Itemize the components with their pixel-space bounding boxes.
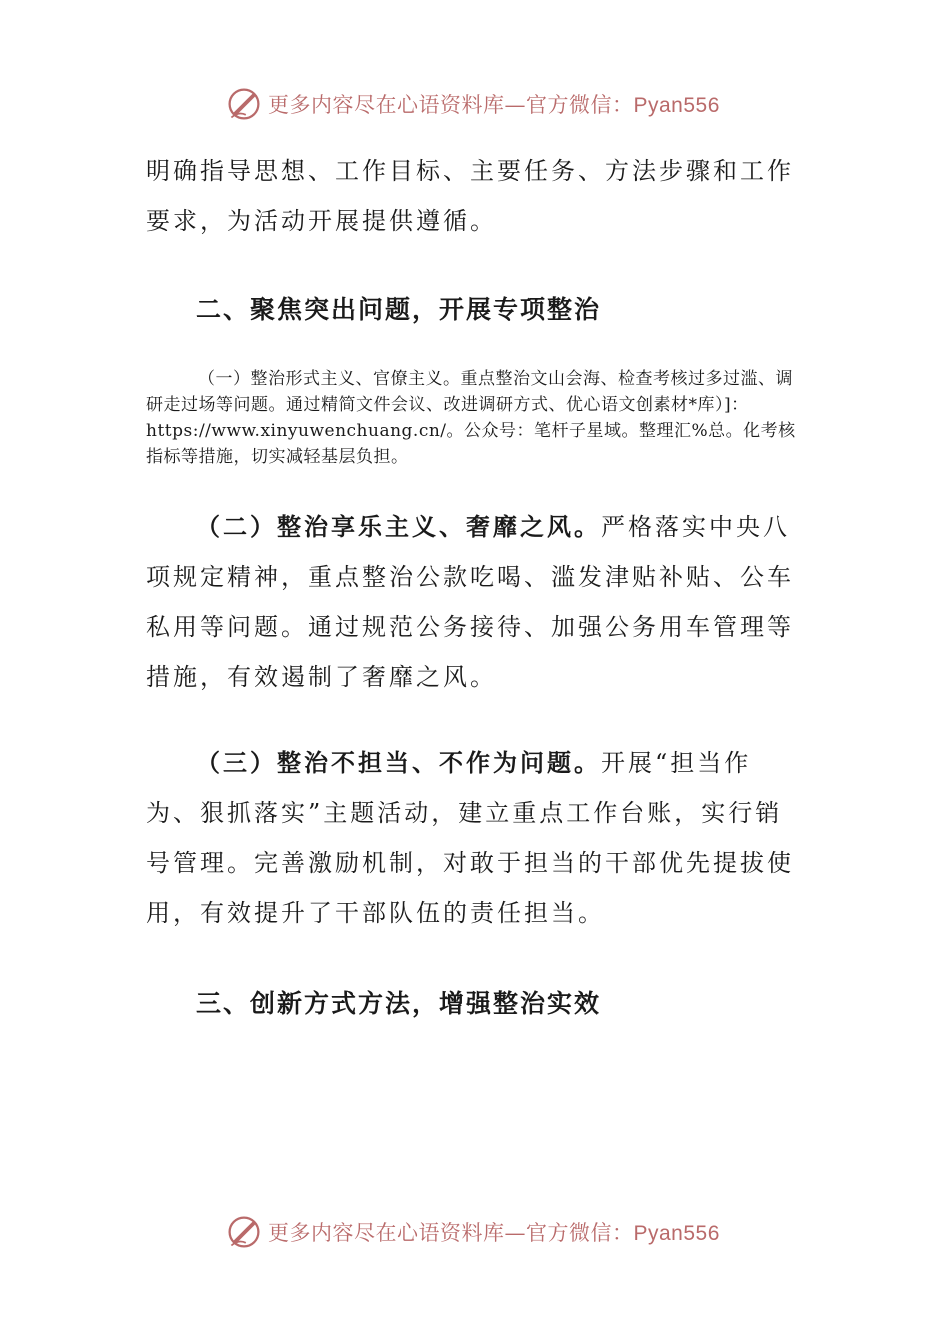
watermark-cn: 更多内容尽在心语资料库—官方微信： xyxy=(268,1221,634,1245)
pen-logo-icon xyxy=(226,1214,262,1250)
watermark-wechat-id: Pyan556 xyxy=(633,94,720,117)
paragraph-item-three xyxy=(146,738,796,938)
section-heading-three: 三、创新方式方法，增强整治实效 xyxy=(196,989,602,1018)
paragraph-intro: 明确指导思想、工作目标、主要任务、方法步骤和工作要求，为活动开展提供遵循。 xyxy=(146,157,794,235)
item-two-body: 严格落实中央八项规定精神，重点整治公款吃喝、滥发津贴补贴、公车私用等问题。通过规范公务接待、加强公务用车管理等措施，有效遏制了奢靡之风。 xyxy=(146,513,794,691)
watermark-text xyxy=(268,1217,720,1247)
watermark-text xyxy=(268,89,720,119)
item-three-body: 开展“担当作为、狠抓落实”主题活动，建立重点工作台账，实行销号管理。完善激励机制，对敢于担当的干部优先提拔使用，有效提升了干部队伍的责任担当。 xyxy=(146,749,794,927)
paragraph-item-one: （一）整治形式主义、官僚主义。重点整治文山会海、检查考核过多过滥、调研走过场等问题。通过精简文件会议、改进调研方式、优心语文创素材*库）]：https://www.xinyuwenchuang.cn/。公众号：笔杆子星域。整理汇%总。化考核指标等措施，切实减轻基层负担。 xyxy=(146,369,796,467)
watermark-footer xyxy=(226,1212,720,1252)
pen-logo-icon xyxy=(226,86,262,122)
watermark-cn: 更多内容尽在心语资料库—官方微信： xyxy=(268,93,634,117)
watermark-header xyxy=(226,84,720,124)
paragraph-item-two xyxy=(146,502,796,702)
watermark-wechat-id: Pyan556 xyxy=(633,1222,720,1245)
item-two-lead: （二）整治享乐主义、奢靡之风。 xyxy=(196,513,601,541)
item-three-lead: （三）整治不担当、不作为问题。 xyxy=(196,749,601,777)
section-heading-two: 二、聚焦突出问题，开展专项整治 xyxy=(196,295,602,324)
